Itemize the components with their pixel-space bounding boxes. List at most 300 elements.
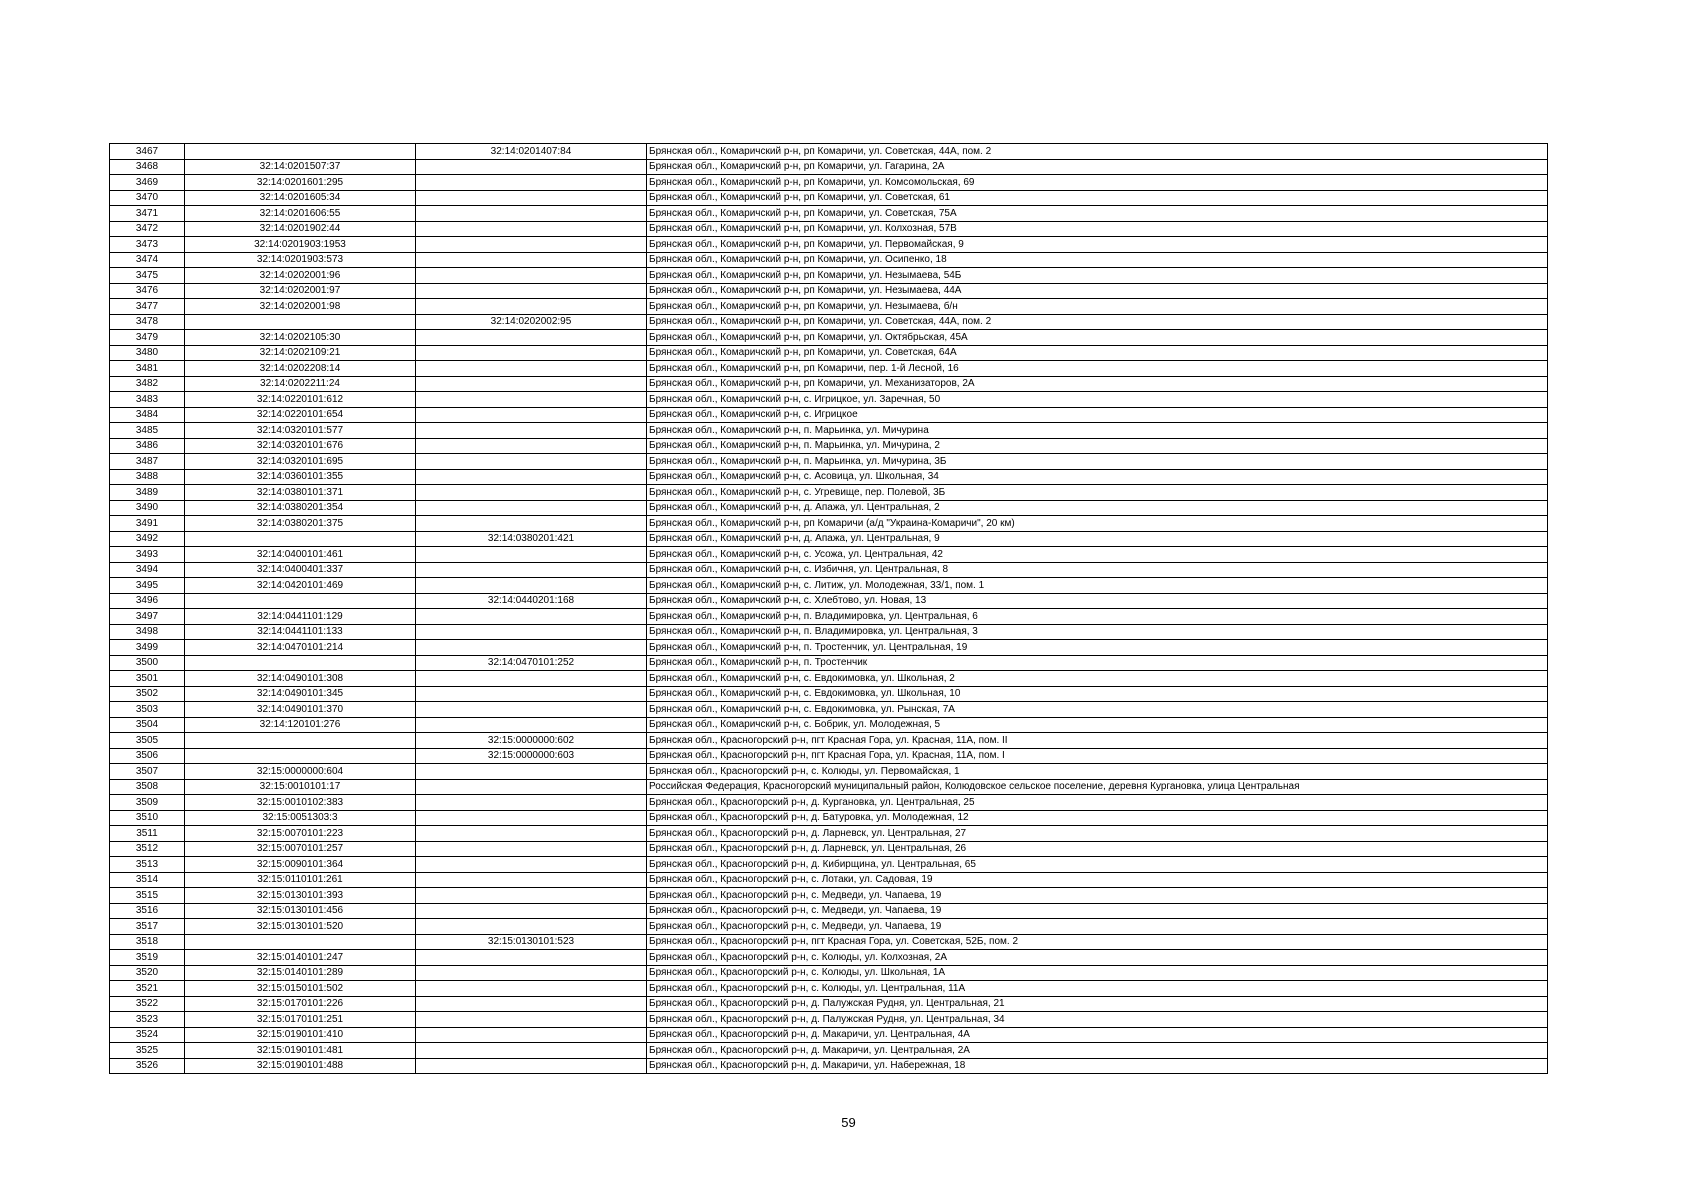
cadastral-number-cell — [185, 655, 416, 671]
table-row — [110, 826, 1548, 842]
table-row — [110, 934, 1548, 950]
cadastral-number-cell: 32:14:0201903:573 — [185, 252, 416, 268]
table-row — [110, 872, 1548, 888]
address-cell: Брянская обл., Комаричский р-н, рп Комаричи, ул. Первомайская, 9 — [647, 237, 1548, 253]
cadastral-number-cell: 32:14:0320101:695 — [185, 454, 416, 470]
table-row — [110, 330, 1548, 346]
address-cell: Брянская обл., Комаричский р-н, рп Комаричи, ул. Механизаторов, 2А — [647, 376, 1548, 392]
address-cell: Брянская обл., Красногорский р-н, д. Макаричи, ул. Центральная, 2А — [647, 1043, 1548, 1059]
address-cell: Брянская обл., Комаричский р-н, с. Бобрик, ул. Молодежная, 5 — [647, 717, 1548, 733]
table-row — [110, 686, 1548, 702]
table-row — [110, 748, 1548, 764]
premises-cadastral-number-cell — [416, 345, 647, 361]
cadastral-number-cell: 32:14:0400401:337 — [185, 562, 416, 578]
address-cell: Брянская обл., Комаричский р-н, с. Избичня, ул. Центральная, 8 — [647, 562, 1548, 578]
cadastral-number-cell: 32:14:0441101:133 — [185, 624, 416, 640]
cadastral-number-cell: 32:15:0110101:261 — [185, 872, 416, 888]
cadastral-number-cell: 32:14:0380101:371 — [185, 485, 416, 501]
cadastral-number-cell: 32:14:0320101:577 — [185, 423, 416, 439]
row-number-cell: 3480 — [110, 345, 185, 361]
premises-cadastral-number-cell — [416, 330, 647, 346]
row-number-cell: 3517 — [110, 919, 185, 935]
cadastral-number-cell: 32:14:0420101:469 — [185, 578, 416, 594]
premises-cadastral-number-cell — [416, 717, 647, 733]
table-row — [110, 237, 1548, 253]
table-row — [110, 283, 1548, 299]
address-cell: Брянская обл., Комаричский р-н, с. Угревище, пер. Полевой, 3Б — [647, 485, 1548, 501]
table-row — [110, 609, 1548, 625]
premises-cadastral-number-cell — [416, 283, 647, 299]
premises-cadastral-number-cell — [416, 671, 647, 687]
table-row — [110, 500, 1548, 516]
row-number-cell: 3505 — [110, 733, 185, 749]
cadastral-number-cell: 32:15:0140101:247 — [185, 950, 416, 966]
table-row — [110, 314, 1548, 330]
premises-cadastral-number-cell — [416, 423, 647, 439]
premises-cadastral-number-cell — [416, 392, 647, 408]
cadastral-number-cell: 32:14:0201605:34 — [185, 190, 416, 206]
premises-cadastral-number-cell: 32:15:0130101:523 — [416, 934, 647, 950]
row-number-cell: 3503 — [110, 702, 185, 718]
row-number-cell: 3506 — [110, 748, 185, 764]
row-number-cell: 3524 — [110, 1027, 185, 1043]
table-row — [110, 810, 1548, 826]
cadastral-number-cell: 32:14:0220101:654 — [185, 407, 416, 423]
premises-cadastral-number-cell — [416, 795, 647, 811]
address-cell: Брянская обл., Красногорский р-н, с. Колюды, ул. Первомайская, 1 — [647, 764, 1548, 780]
table-row — [110, 795, 1548, 811]
address-cell: Брянская обл., Комаричский р-н, п. Марьинка, ул. Мичурина, 2 — [647, 438, 1548, 454]
cadastral-number-cell: 32:14:0202208:14 — [185, 361, 416, 377]
premises-cadastral-number-cell: 32:15:0000000:603 — [416, 748, 647, 764]
row-number-cell: 3474 — [110, 252, 185, 268]
address-cell: Брянская обл., Комаричский р-н, с. Игрицкое, ул. Заречная, 50 — [647, 392, 1548, 408]
row-number-cell: 3493 — [110, 547, 185, 563]
row-number-cell: 3504 — [110, 717, 185, 733]
cadastral-number-cell: 32:14:0202211:24 — [185, 376, 416, 392]
cadastral-number-cell: 32:14:0320101:676 — [185, 438, 416, 454]
address-cell: Брянская обл., Красногорский р-н, д. Батуровка, ул. Молодежная, 12 — [647, 810, 1548, 826]
table-row — [110, 981, 1548, 997]
row-number-cell: 3520 — [110, 965, 185, 981]
table-row — [110, 779, 1548, 795]
cadastral-number-cell: 32:14:0380201:354 — [185, 500, 416, 516]
row-number-cell: 3486 — [110, 438, 185, 454]
row-number-cell: 3479 — [110, 330, 185, 346]
row-number-cell: 3502 — [110, 686, 185, 702]
row-number-cell: 3485 — [110, 423, 185, 439]
premises-cadastral-number-cell — [416, 547, 647, 563]
cadastral-number-cell: 32:14:0201601:295 — [185, 175, 416, 191]
row-number-cell: 3482 — [110, 376, 185, 392]
row-number-cell: 3491 — [110, 516, 185, 532]
row-number-cell: 3475 — [110, 268, 185, 284]
cadastral-number-cell: 32:14:0220101:612 — [185, 392, 416, 408]
row-number-cell: 3496 — [110, 593, 185, 609]
table-row — [110, 841, 1548, 857]
premises-cadastral-number-cell — [416, 686, 647, 702]
premises-cadastral-number-cell — [416, 500, 647, 516]
cadastral-number-cell: 32:14:0470101:214 — [185, 640, 416, 656]
row-number-cell: 3469 — [110, 175, 185, 191]
table-row — [110, 345, 1548, 361]
cadastral-number-cell: 32:15:0000000:604 — [185, 764, 416, 780]
row-number-cell: 3487 — [110, 454, 185, 470]
cadastral-number-cell: 32:14:0202001:98 — [185, 299, 416, 315]
row-number-cell: 3477 — [110, 299, 185, 315]
address-cell: Брянская обл., Красногорский р-н, с. Медведи, ул. Чапаева, 19 — [647, 888, 1548, 904]
row-number-cell: 3468 — [110, 159, 185, 175]
address-cell: Брянская обл., Комаричский р-н, рп Комаричи, ул. Незымаева, 44А — [647, 283, 1548, 299]
row-number-cell: 3471 — [110, 206, 185, 222]
table-row — [110, 299, 1548, 315]
premises-cadastral-number-cell — [416, 857, 647, 873]
address-cell: Брянская обл., Красногорский р-н, пгт Красная Гора, ул. Советская, 52Б, пом. 2 — [647, 934, 1548, 950]
address-cell: Брянская обл., Красногорский р-н, д. Палужская Рудня, ул. Центральная, 21 — [647, 996, 1548, 1012]
cadastral-number-cell: 32:14:0490101:308 — [185, 671, 416, 687]
cadastral-number-cell: 32:14:0490101:370 — [185, 702, 416, 718]
premises-cadastral-number-cell — [416, 221, 647, 237]
table-row — [110, 361, 1548, 377]
cadastral-number-cell: 32:15:0190101:481 — [185, 1043, 416, 1059]
cadastral-number-cell: 32:14:0201903:1953 — [185, 237, 416, 253]
row-number-cell: 3512 — [110, 841, 185, 857]
table-row — [110, 624, 1548, 640]
cadastral-number-cell: 32:15:0170101:226 — [185, 996, 416, 1012]
row-number-cell: 3488 — [110, 469, 185, 485]
address-cell: Брянская обл., Комаричский р-н, рп Комаричи, ул. Комсомольская, 69 — [647, 175, 1548, 191]
address-cell: Брянская обл., Красногорский р-н, д. Кургановка, ул. Центральная, 25 — [647, 795, 1548, 811]
table-row — [110, 919, 1548, 935]
table-row — [110, 547, 1548, 563]
table-row — [110, 655, 1548, 671]
address-cell: Брянская обл., Комаричский р-н, рп Комаричи, пер. 1-й Лесной, 16 — [647, 361, 1548, 377]
row-number-cell: 3498 — [110, 624, 185, 640]
cadastral-number-cell: 32:14:0202105:30 — [185, 330, 416, 346]
premises-cadastral-number-cell — [416, 810, 647, 826]
row-number-cell: 3494 — [110, 562, 185, 578]
address-cell: Брянская обл., Комаричский р-н, п. Марьинка, ул. Мичурина — [647, 423, 1548, 439]
table-row — [110, 392, 1548, 408]
address-cell: Брянская обл., Комаричский р-н, с. Усожа, ул. Центральная, 42 — [647, 547, 1548, 563]
premises-cadastral-number-cell — [416, 640, 647, 656]
table-row — [110, 206, 1548, 222]
premises-cadastral-number-cell — [416, 361, 647, 377]
row-number-cell: 3500 — [110, 655, 185, 671]
address-cell: Брянская обл., Комаричский р-н, рп Комаричи (а/д "Украина-Комаричи", 20 км) — [647, 516, 1548, 532]
premises-cadastral-number-cell — [416, 888, 647, 904]
address-cell: Брянская обл., Комаричский р-н, п. Тростенчик — [647, 655, 1548, 671]
cadastral-number-cell: 32:14:0201507:37 — [185, 159, 416, 175]
table-row — [110, 593, 1548, 609]
address-cell: Брянская обл., Комаричский р-н, д. Апажа, ул. Центральная, 9 — [647, 531, 1548, 547]
premises-cadastral-number-cell: 32:14:0202002:95 — [416, 314, 647, 330]
row-number-cell: 3510 — [110, 810, 185, 826]
cadastral-number-cell — [185, 593, 416, 609]
premises-cadastral-number-cell: 32:14:0470101:252 — [416, 655, 647, 671]
table-row — [110, 562, 1548, 578]
cadastral-number-cell: 32:14:0400101:461 — [185, 547, 416, 563]
cadastral-number-cell — [185, 748, 416, 764]
address-cell: Брянская обл., Комаричский р-н, с. Евдокимовка, ул. Рынская, 7А — [647, 702, 1548, 718]
address-cell: Брянская обл., Комаричский р-н, с. Хлебтово, ул. Новая, 13 — [647, 593, 1548, 609]
row-number-cell: 3490 — [110, 500, 185, 516]
row-number-cell: 3470 — [110, 190, 185, 206]
address-cell: Брянская обл., Красногорский р-н, с. Медведи, ул. Чапаева, 19 — [647, 919, 1548, 935]
premises-cadastral-number-cell — [416, 1012, 647, 1028]
address-cell: Брянская обл., Комаричский р-н, д. Апажа, ул. Центральная, 2 — [647, 500, 1548, 516]
row-number-cell: 3523 — [110, 1012, 185, 1028]
row-number-cell: 3467 — [110, 144, 185, 160]
table-row — [110, 1027, 1548, 1043]
table-row — [110, 578, 1548, 594]
table-row — [110, 640, 1548, 656]
table-row — [110, 516, 1548, 532]
table-row — [110, 671, 1548, 687]
premises-cadastral-number-cell — [416, 965, 647, 981]
cadastral-number-cell: 32:15:0051303:3 — [185, 810, 416, 826]
table-row — [110, 438, 1548, 454]
cadastral-number-cell: 32:15:0150101:502 — [185, 981, 416, 997]
cadastral-number-cell — [185, 733, 416, 749]
row-number-cell: 3516 — [110, 903, 185, 919]
address-cell: Брянская обл., Комаричский р-н, рп Комаричи, ул. Колхозная, 57В — [647, 221, 1548, 237]
row-number-cell: 3513 — [110, 857, 185, 873]
table-row — [110, 764, 1548, 780]
premises-cadastral-number-cell — [416, 252, 647, 268]
cadastral-number-cell: 32:15:0190101:488 — [185, 1058, 416, 1074]
address-cell: Брянская обл., Красногорский р-н, с. Колюды, ул. Колхозная, 2А — [647, 950, 1548, 966]
premises-cadastral-number-cell — [416, 485, 647, 501]
table-row — [110, 702, 1548, 718]
premises-cadastral-number-cell — [416, 562, 647, 578]
table-row — [110, 996, 1548, 1012]
table-row — [110, 733, 1548, 749]
cadastral-number-cell: 32:15:0170101:251 — [185, 1012, 416, 1028]
address-cell: Брянская обл., Комаричский р-н, п. Владимировка, ул. Центральная, 3 — [647, 624, 1548, 640]
cadastral-number-cell: 32:15:0070101:223 — [185, 826, 416, 842]
address-cell: Брянская обл., Красногорский р-н, пгт Красная Гора, ул. Красная, 11А, пом. II — [647, 733, 1548, 749]
address-cell: Брянская обл., Комаричский р-н, рп Комаричи, ул. Незымаева, б/н — [647, 299, 1548, 315]
table-row — [110, 268, 1548, 284]
address-cell: Брянская обл., Красногорский р-н, д. Макаричи, ул. Набережная, 18 — [647, 1058, 1548, 1074]
address-cell: Брянская обл., Комаричский р-н, рп Комаричи, ул. Незымаева, 54Б — [647, 268, 1548, 284]
address-cell: Брянская обл., Комаричский р-н, рп Комаричи, ул. Советская, 75А — [647, 206, 1548, 222]
premises-cadastral-number-cell: 32:14:0440201:168 — [416, 593, 647, 609]
cadastral-number-cell: 32:14:0201902:44 — [185, 221, 416, 237]
cadastral-number-cell — [185, 314, 416, 330]
row-number-cell: 3497 — [110, 609, 185, 625]
table-row — [110, 1012, 1548, 1028]
premises-cadastral-number-cell — [416, 237, 647, 253]
table-row — [110, 717, 1548, 733]
premises-cadastral-number-cell: 32:15:0000000:602 — [416, 733, 647, 749]
premises-cadastral-number-cell — [416, 981, 647, 997]
cadastral-number-cell — [185, 144, 416, 160]
cadastral-number-cell — [185, 531, 416, 547]
row-number-cell: 3511 — [110, 826, 185, 842]
address-cell: Брянская обл., Комаричский р-н, п. Владимировка, ул. Центральная, 6 — [647, 609, 1548, 625]
address-cell: Брянская обл., Комаричский р-н, с. Асовица, ул. Школьная, 34 — [647, 469, 1548, 485]
premises-cadastral-number-cell — [416, 469, 647, 485]
premises-cadastral-number-cell: 32:14:0201407:84 — [416, 144, 647, 160]
row-number-cell: 3501 — [110, 671, 185, 687]
cadastral-number-cell: 32:15:0070101:257 — [185, 841, 416, 857]
address-cell: Брянская обл., Красногорский р-н, с. Лотаки, ул. Садовая, 19 — [647, 872, 1548, 888]
premises-cadastral-number-cell — [416, 1027, 647, 1043]
table-row — [110, 423, 1548, 439]
cadastral-number-cell: 32:15:0010102:383 — [185, 795, 416, 811]
cadastral-number-cell: 32:14:0202001:97 — [185, 283, 416, 299]
row-number-cell: 3489 — [110, 485, 185, 501]
address-cell: Брянская обл., Комаричский р-н, рп Комаричи, ул. Советская, 44А, пом. 2 — [647, 144, 1548, 160]
address-cell: Брянская обл., Красногорский р-н, с. Колюды, ул. Школьная, 1А — [647, 965, 1548, 981]
page-number: 59 — [841, 1115, 856, 1130]
address-cell: Брянская обл., Комаричский р-н, с. Евдокимовка, ул. Школьная, 2 — [647, 671, 1548, 687]
premises-cadastral-number-cell — [416, 1043, 647, 1059]
address-cell: Брянская обл., Комаричский р-н, п. Тростенчик, ул. Центральная, 19 — [647, 640, 1548, 656]
property-table — [109, 143, 1548, 1074]
row-number-cell: 3522 — [110, 996, 185, 1012]
address-cell: Брянская обл., Комаричский р-н, с. Игрицкое — [647, 407, 1548, 423]
address-cell: Брянская обл., Красногорский р-н, пгт Красная Гора, ул. Красная, 11А, пом. I — [647, 748, 1548, 764]
cadastral-number-cell: 32:15:0090101:364 — [185, 857, 416, 873]
address-cell: Брянская обл., Комаричский р-н, рп Комаричи, ул. Осипенко, 18 — [647, 252, 1548, 268]
premises-cadastral-number-cell — [416, 841, 647, 857]
table-row — [110, 1043, 1548, 1059]
premises-cadastral-number-cell — [416, 578, 647, 594]
row-number-cell: 3508 — [110, 779, 185, 795]
premises-cadastral-number-cell — [416, 190, 647, 206]
premises-cadastral-number-cell — [416, 624, 647, 640]
table-row — [110, 454, 1548, 470]
table-row — [110, 950, 1548, 966]
row-number-cell: 3492 — [110, 531, 185, 547]
cadastral-number-cell: 32:14:0202109:21 — [185, 345, 416, 361]
row-number-cell: 3526 — [110, 1058, 185, 1074]
premises-cadastral-number-cell — [416, 996, 647, 1012]
premises-cadastral-number-cell — [416, 206, 647, 222]
row-number-cell: 3483 — [110, 392, 185, 408]
table-row — [110, 407, 1548, 423]
row-number-cell: 3518 — [110, 934, 185, 950]
row-number-cell: 3525 — [110, 1043, 185, 1059]
premises-cadastral-number-cell — [416, 764, 647, 780]
row-number-cell: 3473 — [110, 237, 185, 253]
row-number-cell: 3514 — [110, 872, 185, 888]
row-number-cell: 3521 — [110, 981, 185, 997]
address-cell: Брянская обл., Красногорский р-н, д. Палужская Рудня, ул. Центральная, 34 — [647, 1012, 1548, 1028]
cadastral-number-cell: 32:14:120101:276 — [185, 717, 416, 733]
table-row — [110, 1058, 1548, 1074]
premises-cadastral-number-cell — [416, 950, 647, 966]
address-cell: Брянская обл., Комаричский р-н, рп Комаричи, ул. Гагарина, 2А — [647, 159, 1548, 175]
premises-cadastral-number-cell — [416, 826, 647, 842]
table-row — [110, 903, 1548, 919]
address-cell: Брянская обл., Комаричский р-н, п. Марьинка, ул. Мичурина, 3Б — [647, 454, 1548, 470]
table-row — [110, 531, 1548, 547]
table-row — [110, 376, 1548, 392]
address-cell: Брянская обл., Комаричский р-н, с. Евдокимовка, ул. Школьная, 10 — [647, 686, 1548, 702]
cadastral-number-cell: 32:15:0130101:393 — [185, 888, 416, 904]
premises-cadastral-number-cell — [416, 609, 647, 625]
row-number-cell: 3484 — [110, 407, 185, 423]
row-number-cell: 3509 — [110, 795, 185, 811]
cadastral-number-cell — [185, 934, 416, 950]
address-cell: Российская Федерация, Красногорский муниципальный район, Колюдовское сельское поселение, деревня Кургановка, улица Центральная — [647, 779, 1548, 795]
table-row — [110, 485, 1548, 501]
cadastral-number-cell: 32:14:0490101:345 — [185, 686, 416, 702]
table-row — [110, 221, 1548, 237]
premises-cadastral-number-cell — [416, 175, 647, 191]
address-cell: Брянская обл., Красногорский р-н, д. Кибирщина, ул. Центральная, 65 — [647, 857, 1548, 873]
row-number-cell: 3507 — [110, 764, 185, 780]
row-number-cell: 3495 — [110, 578, 185, 594]
table-row — [110, 175, 1548, 191]
premises-cadastral-number-cell — [416, 516, 647, 532]
cadastral-number-cell: 32:14:0360101:355 — [185, 469, 416, 485]
table-row — [110, 965, 1548, 981]
row-number-cell: 3481 — [110, 361, 185, 377]
cadastral-number-cell: 32:14:0202001:96 — [185, 268, 416, 284]
cadastral-number-cell: 32:14:0201606:55 — [185, 206, 416, 222]
cadastral-number-cell: 32:14:0441101:129 — [185, 609, 416, 625]
premises-cadastral-number-cell — [416, 702, 647, 718]
table-row — [110, 469, 1548, 485]
premises-cadastral-number-cell — [416, 299, 647, 315]
premises-cadastral-number-cell — [416, 1058, 647, 1074]
row-number-cell: 3499 — [110, 640, 185, 656]
address-cell: Брянская обл., Красногорский р-н, с. Медведи, ул. Чапаева, 19 — [647, 903, 1548, 919]
row-number-cell: 3519 — [110, 950, 185, 966]
table-row — [110, 190, 1548, 206]
row-number-cell: 3478 — [110, 314, 185, 330]
address-cell: Брянская обл., Комаричский р-н, рп Комаричи, ул. Советская, 64А — [647, 345, 1548, 361]
premises-cadastral-number-cell — [416, 438, 647, 454]
row-number-cell: 3515 — [110, 888, 185, 904]
premises-cadastral-number-cell — [416, 407, 647, 423]
table-row — [110, 857, 1548, 873]
address-cell: Брянская обл., Комаричский р-н, рп Комаричи, ул. Советская, 61 — [647, 190, 1548, 206]
table-row — [110, 252, 1548, 268]
address-cell: Брянская обл., Комаричский р-н, рп Комаричи, ул. Октябрьская, 45А — [647, 330, 1548, 346]
address-cell: Брянская обл., Комаричский р-н, рп Комаричи, ул. Советская, 44А, пом. 2 — [647, 314, 1548, 330]
table-row — [110, 159, 1548, 175]
premises-cadastral-number-cell — [416, 919, 647, 935]
premises-cadastral-number-cell — [416, 376, 647, 392]
property-table-body — [110, 144, 1548, 1074]
row-number-cell: 3476 — [110, 283, 185, 299]
premises-cadastral-number-cell — [416, 268, 647, 284]
premises-cadastral-number-cell — [416, 159, 647, 175]
cadastral-number-cell: 32:14:0380201:375 — [185, 516, 416, 532]
address-cell: Брянская обл., Красногорский р-н, с. Колюды, ул. Центральная, 11А — [647, 981, 1548, 997]
cadastral-number-cell: 32:15:0140101:289 — [185, 965, 416, 981]
cadastral-number-cell: 32:15:0010101:17 — [185, 779, 416, 795]
address-cell: Брянская обл., Красногорский р-н, д. Ларневск, ул. Центральная, 27 — [647, 826, 1548, 842]
premises-cadastral-number-cell — [416, 872, 647, 888]
row-number-cell: 3472 — [110, 221, 185, 237]
table-row — [110, 888, 1548, 904]
cadastral-number-cell: 32:15:0130101:520 — [185, 919, 416, 935]
address-cell: Брянская обл., Комаричский р-н, с. Литиж, ул. Молодежная, 33/1, пом. 1 — [647, 578, 1548, 594]
premises-cadastral-number-cell: 32:14:0380201:421 — [416, 531, 647, 547]
address-cell: Брянская обл., Красногорский р-н, д. Ларневск, ул. Центральная, 26 — [647, 841, 1548, 857]
table-row — [110, 144, 1548, 160]
premises-cadastral-number-cell — [416, 454, 647, 470]
address-cell: Брянская обл., Красногорский р-н, д. Макаричи, ул. Центральная, 4А — [647, 1027, 1548, 1043]
premises-cadastral-number-cell — [416, 903, 647, 919]
